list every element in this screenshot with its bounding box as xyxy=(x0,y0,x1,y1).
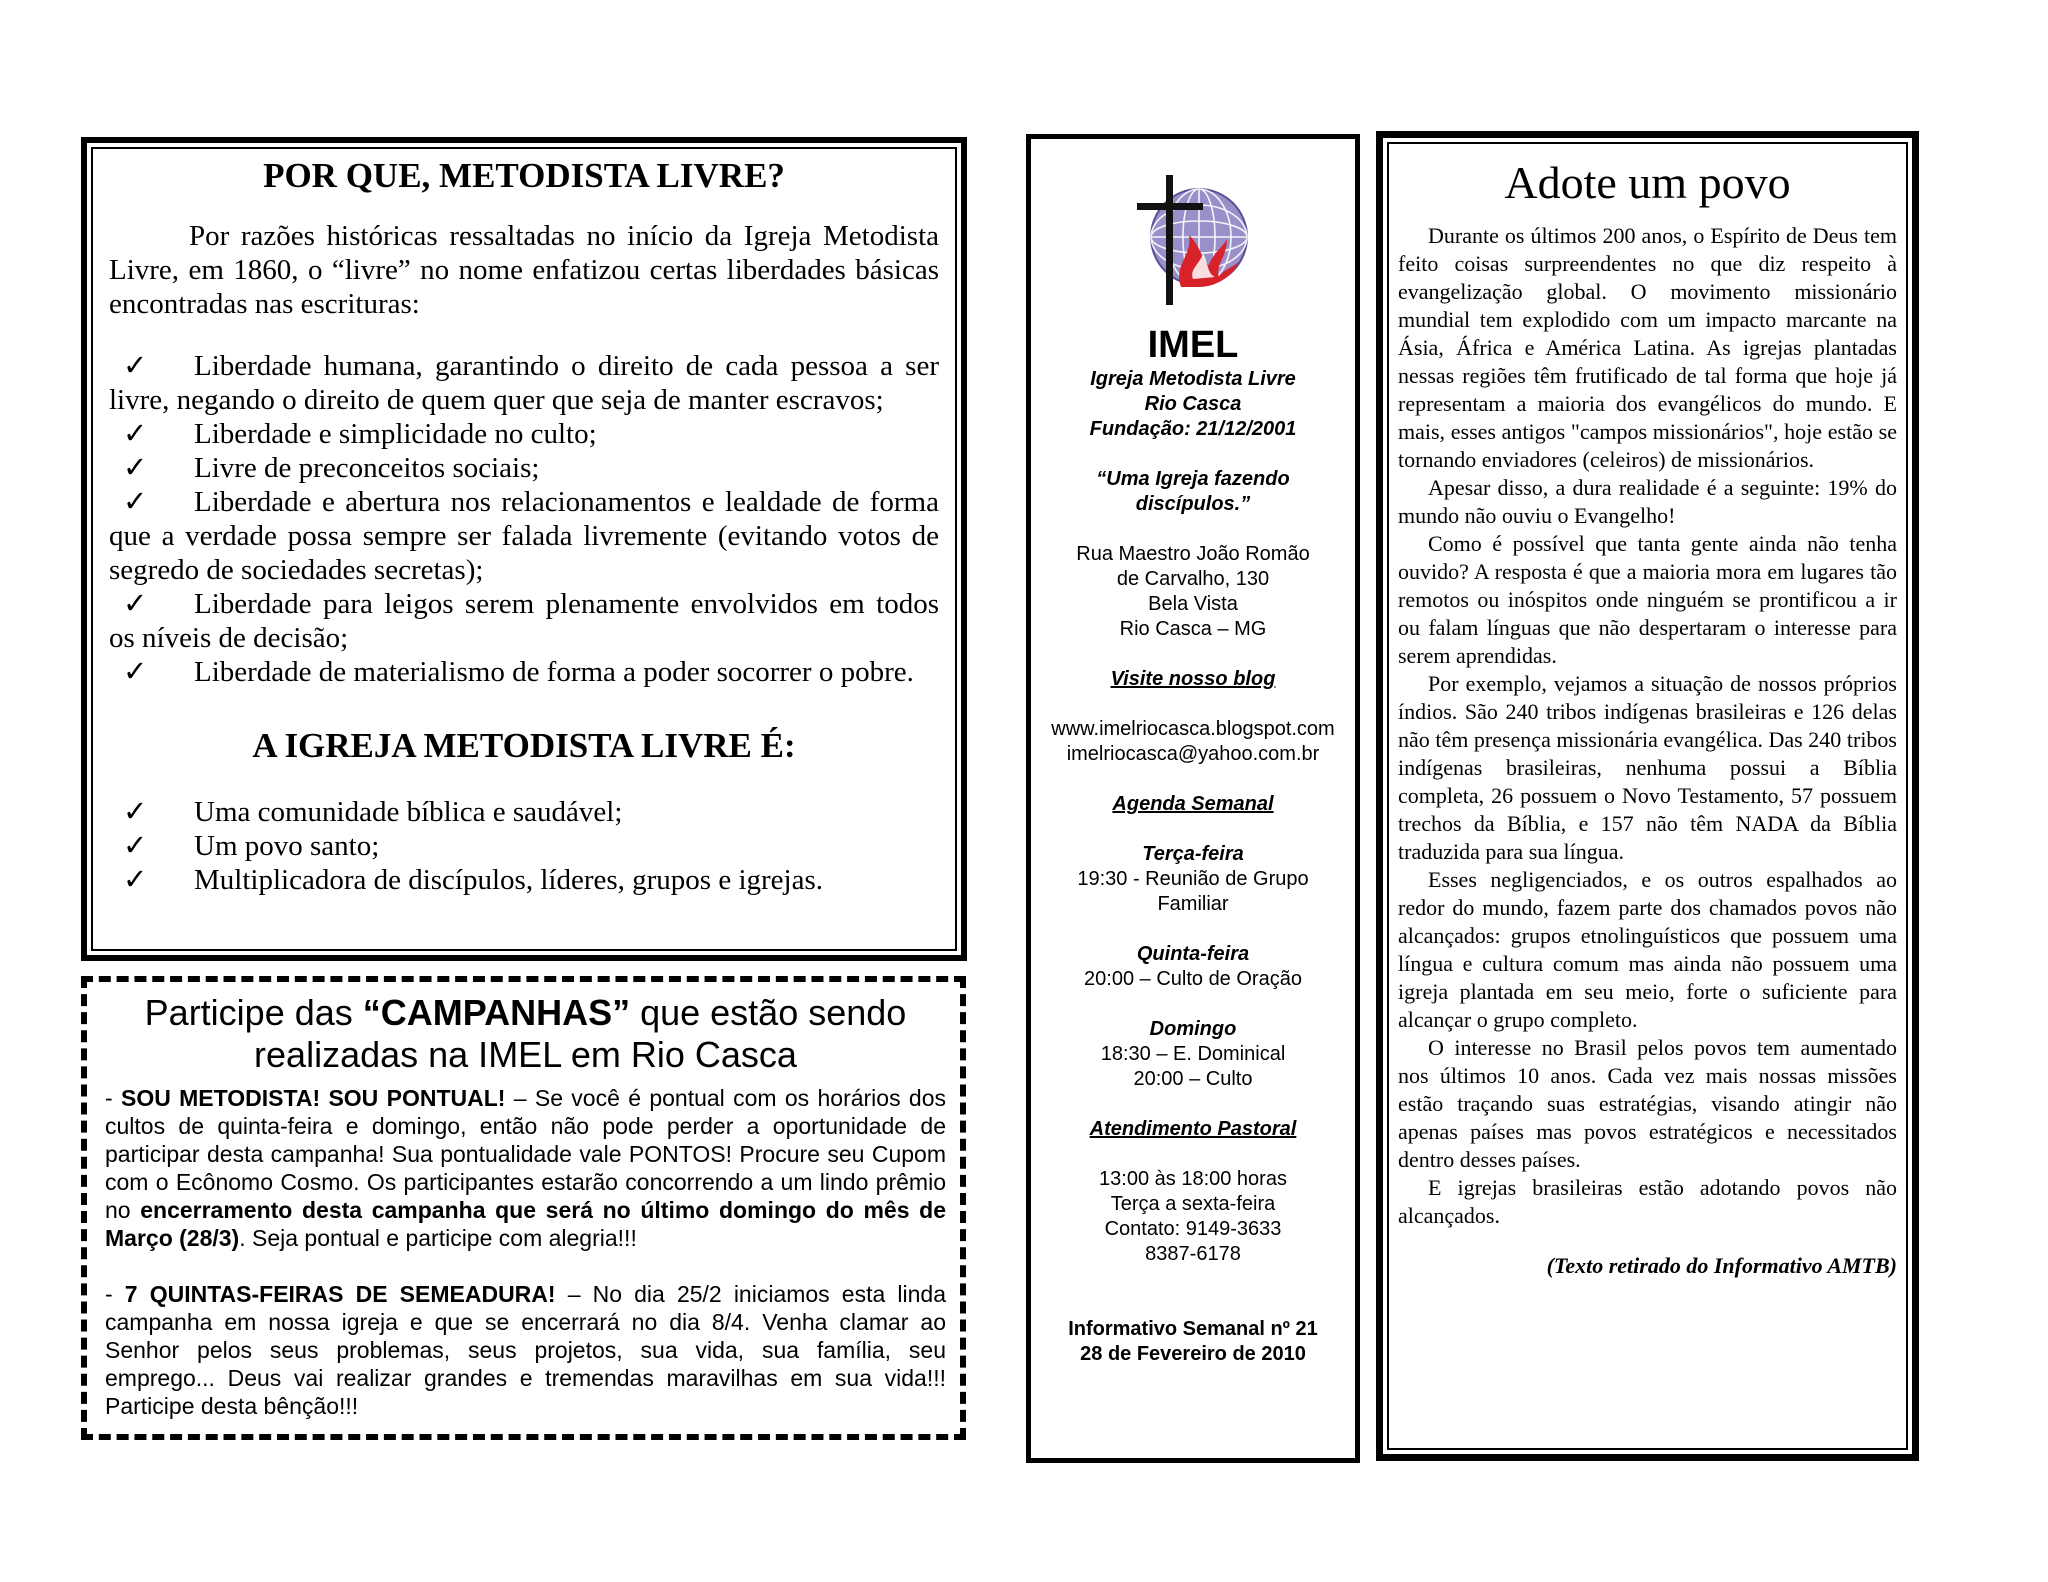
address-line-2: de Carvalho, 130 xyxy=(1116,568,1270,590)
pastoral-line-1: 13:00 às 18:00 horas xyxy=(1099,1168,1287,1190)
address-line-4: Rio Casca – MG xyxy=(1119,618,1267,640)
address-line-1: Rua Maestro João Romão xyxy=(1076,543,1310,565)
checkmark-icon: ✓ xyxy=(123,830,148,862)
pastoral-line-4: 8387-6178 xyxy=(1145,1243,1241,1265)
thursday-line-1: 20:00 – Culto de Oração xyxy=(1084,968,1302,990)
church-is-list xyxy=(109,795,939,897)
adopt-source: (Texto retirado do Informativo AMTB) xyxy=(1546,1253,1897,1278)
list-item: ✓ Liberdade de materialismo de forma a poder socorrer o pobre. xyxy=(123,656,914,688)
address-line-3: Bela Vista xyxy=(1148,593,1238,615)
church-city: Rio Casca xyxy=(1144,393,1242,415)
sunday-label: Domingo xyxy=(1149,1018,1237,1040)
list-item: ✓ Um povo santo; xyxy=(123,830,380,862)
founded-date: Fundação: 21/12/2001 xyxy=(1089,418,1297,440)
tuesday-line-2: Familiar xyxy=(1157,893,1229,915)
adopt-paragraph: E igrejas brasileiras estão adotando povos não alcançados. xyxy=(1398,1175,1897,1228)
campaigns-box xyxy=(81,976,966,1440)
tuesday-label: Terça-feira xyxy=(1142,843,1244,865)
agenda-label: Agenda Semanal xyxy=(1112,793,1274,815)
adopt-title: Adote um povo xyxy=(1504,157,1791,208)
checkmark-icon: ✓ xyxy=(123,452,148,484)
adopt-paragraph: Como é possível que tanta gente ainda não tenha ouvido? A resposta é que a maioria mora em lugares tão remotos ou inóspitos onde ninguém se prontificou a ir ou falam línguas que não despertaram o interesse para serem aprendidas. xyxy=(1398,531,1897,668)
checkmark-icon: ✓ xyxy=(123,656,148,688)
church-logo-icon xyxy=(1123,169,1263,309)
liberties-list xyxy=(109,349,939,689)
list-item: ✓ Multiplicadora de discípulos, líderes, grupos e igrejas. xyxy=(123,864,823,896)
list-item: ✓ Liberdade humana, garantindo o direito de cada pessoa a ser livre, negando o direito de quem quer que seja de manter escravos; xyxy=(109,350,939,416)
adopt-people-box xyxy=(1376,131,1919,1461)
campaign-seven-thursdays: - 7 QUINTAS-FEIRAS DE SEMEADURA! – No dia 25/2 iniciamos esta linda campanha em nossa igreja e que se encerrará no dia 8/4. Venha clamar ao Senhor pelos seus problemas, seus projetos, sua vida, sua família, seu emprego... Deus vai realizar grandes e tremendas maravilhas em sua vida!!! Participe desta bênção!!! xyxy=(105,1281,946,1419)
checkmark-icon: ✓ xyxy=(123,350,148,382)
church-is-subtitle: A IGREJA METODISTA LIVRE É: xyxy=(252,726,796,765)
motto-line-1: “Uma Igreja fazendo xyxy=(1096,468,1290,490)
church-info-box xyxy=(1026,134,1360,1463)
bulletin-number: Informativo Semanal nº 21 xyxy=(1068,1318,1318,1340)
checkmark-icon: ✓ xyxy=(123,418,148,450)
adopt-content xyxy=(1398,156,1897,1280)
list-item: ✓ Liberdade e abertura nos relacionamentos e lealdade de forma que a verdade possa sempre ser falada livremente (evitando votos de segredo de sociedades secretas); xyxy=(109,486,939,586)
why-content xyxy=(109,155,939,897)
sunday-line-1: 18:30 – E. Dominical xyxy=(1100,1043,1286,1065)
sunday-line-2: 20:00 – Culto xyxy=(1133,1068,1253,1090)
imel-title: IMEL xyxy=(1147,324,1239,366)
email-link[interactable]: imelriocasca@yahoo.com.br xyxy=(1066,743,1320,765)
campaigns-content xyxy=(105,992,946,1420)
blog-label: Visite nosso blog xyxy=(1110,668,1276,690)
bulletin-date: 28 de Fevereiro de 2010 xyxy=(1080,1343,1306,1365)
pastoral-label: Atendimento Pastoral xyxy=(1089,1118,1297,1140)
campaign-punctual: - SOU METODISTA! SOU PONTUAL! – Se você é pontual com os horários dos cultos de quinta-feira e domingo, então não pode perder a oportunidade de participar desta campanha! Sua pontualidade vale PONTOS! Procure seu Cupom com o Ecônomo Cosmo. Os participantes estarão concorrendo a um lindo prêmio no encerramento desta campanha que será no último domingo do mês de Março (28/3). Seja pontual e participe com alegria!!! xyxy=(105,1085,946,1251)
checkmark-icon: ✓ xyxy=(123,486,148,518)
why-free-methodist-box xyxy=(81,137,967,961)
why-intro: Por razões históricas ressaltadas no início da Igreja Metodista Livre, em 1860, o “livre” no nome enfatizou certas liberdades básicas encontradas nas escrituras: xyxy=(109,220,939,320)
adopt-paragraph: Apesar disso, a dura realidade é a seguinte: 19% do mundo não ouviu o Evangelho! xyxy=(1398,475,1897,528)
list-item: ✓ Liberdade e simplicidade no culto; xyxy=(123,418,597,450)
list-item: ✓ Livre de preconceitos sociais; xyxy=(123,452,540,484)
tuesday-line-1: 19:30 - Reunião de Grupo xyxy=(1077,868,1309,890)
adopt-paragraph: Durante os últimos 200 anos, o Espírito de Deus tem feito coisas surpreendentes no que diz respeito à evangelização global. O movimento missionário mundial tem explodido com um impacto marcante na Ásia, África e América Latina. As igrejas plantadas nessas regiões têm frutificado de tal forma que hoje já representam a maioria dos evangélicos do mundo. E mais, esses antigos "campos missionários", hoje estão se tornando enviadores (celeiros) de missionários. xyxy=(1398,223,1897,472)
church-name: Igreja Metodista Livre xyxy=(1090,368,1296,390)
church-info-content xyxy=(1031,169,1355,1367)
campaigns-title: Participe das “CAMPANHAS” que estão sendo realizadas na IMEL em Rio Casca xyxy=(144,992,907,1075)
checkmark-icon: ✓ xyxy=(123,796,148,828)
motto-line-2: discípulos.” xyxy=(1135,493,1251,515)
blog-url-link[interactable]: www.imelriocasca.blogspot.com xyxy=(1051,718,1335,740)
pastoral-line-3: Contato: 9149-3633 xyxy=(1104,1218,1282,1240)
list-item: ✓ Uma comunidade bíblica e saudável; xyxy=(123,796,623,828)
adopt-paragraph: O interesse no Brasil pelos povos tem aumentado nos últimos 10 anos. Cada vez mais nossas missões estão traçando suas estratégias, visando atingir não apenas países mas povos estratégicos e necessitados dentro desses países. xyxy=(1398,1035,1897,1172)
pastoral-line-2: Terça a sexta-feira xyxy=(1110,1193,1276,1215)
checkmark-icon: ✓ xyxy=(123,588,148,620)
checkmark-icon: ✓ xyxy=(123,864,148,896)
adopt-paragraph: Esses negligenciados, e os outros espalhados ao redor do mundo, fazem parte dos chamados povos não alcançados: grupos etnolinguísticos que possuem uma língua e cultura comum mas ainda não possuem uma igreja plantada em seu meio, forte o suficiente para alcançar o grupo completo. xyxy=(1398,867,1897,1032)
adopt-paragraph: Por exemplo, vejamos a situação de nossos próprios índios. São 240 tribos indígenas brasileiras e 126 delas não têm presença missionária evangélica. Das 240 tribos indígenas brasileiras, nenhuma possui a Bíblia completa, 26 possuem o Novo Testamento, 57 possuem trechos da Bíblia, e 157 não têm NADA da Bíblia traduzida para sua língua. xyxy=(1398,671,1897,864)
thursday-label: Quinta-feira xyxy=(1136,943,1250,965)
why-title: POR QUE, METODISTA LIVRE? xyxy=(263,156,785,195)
list-item: ✓ Liberdade para leigos serem plenamente envolvidos em todos os níveis de decisão; xyxy=(109,588,939,654)
